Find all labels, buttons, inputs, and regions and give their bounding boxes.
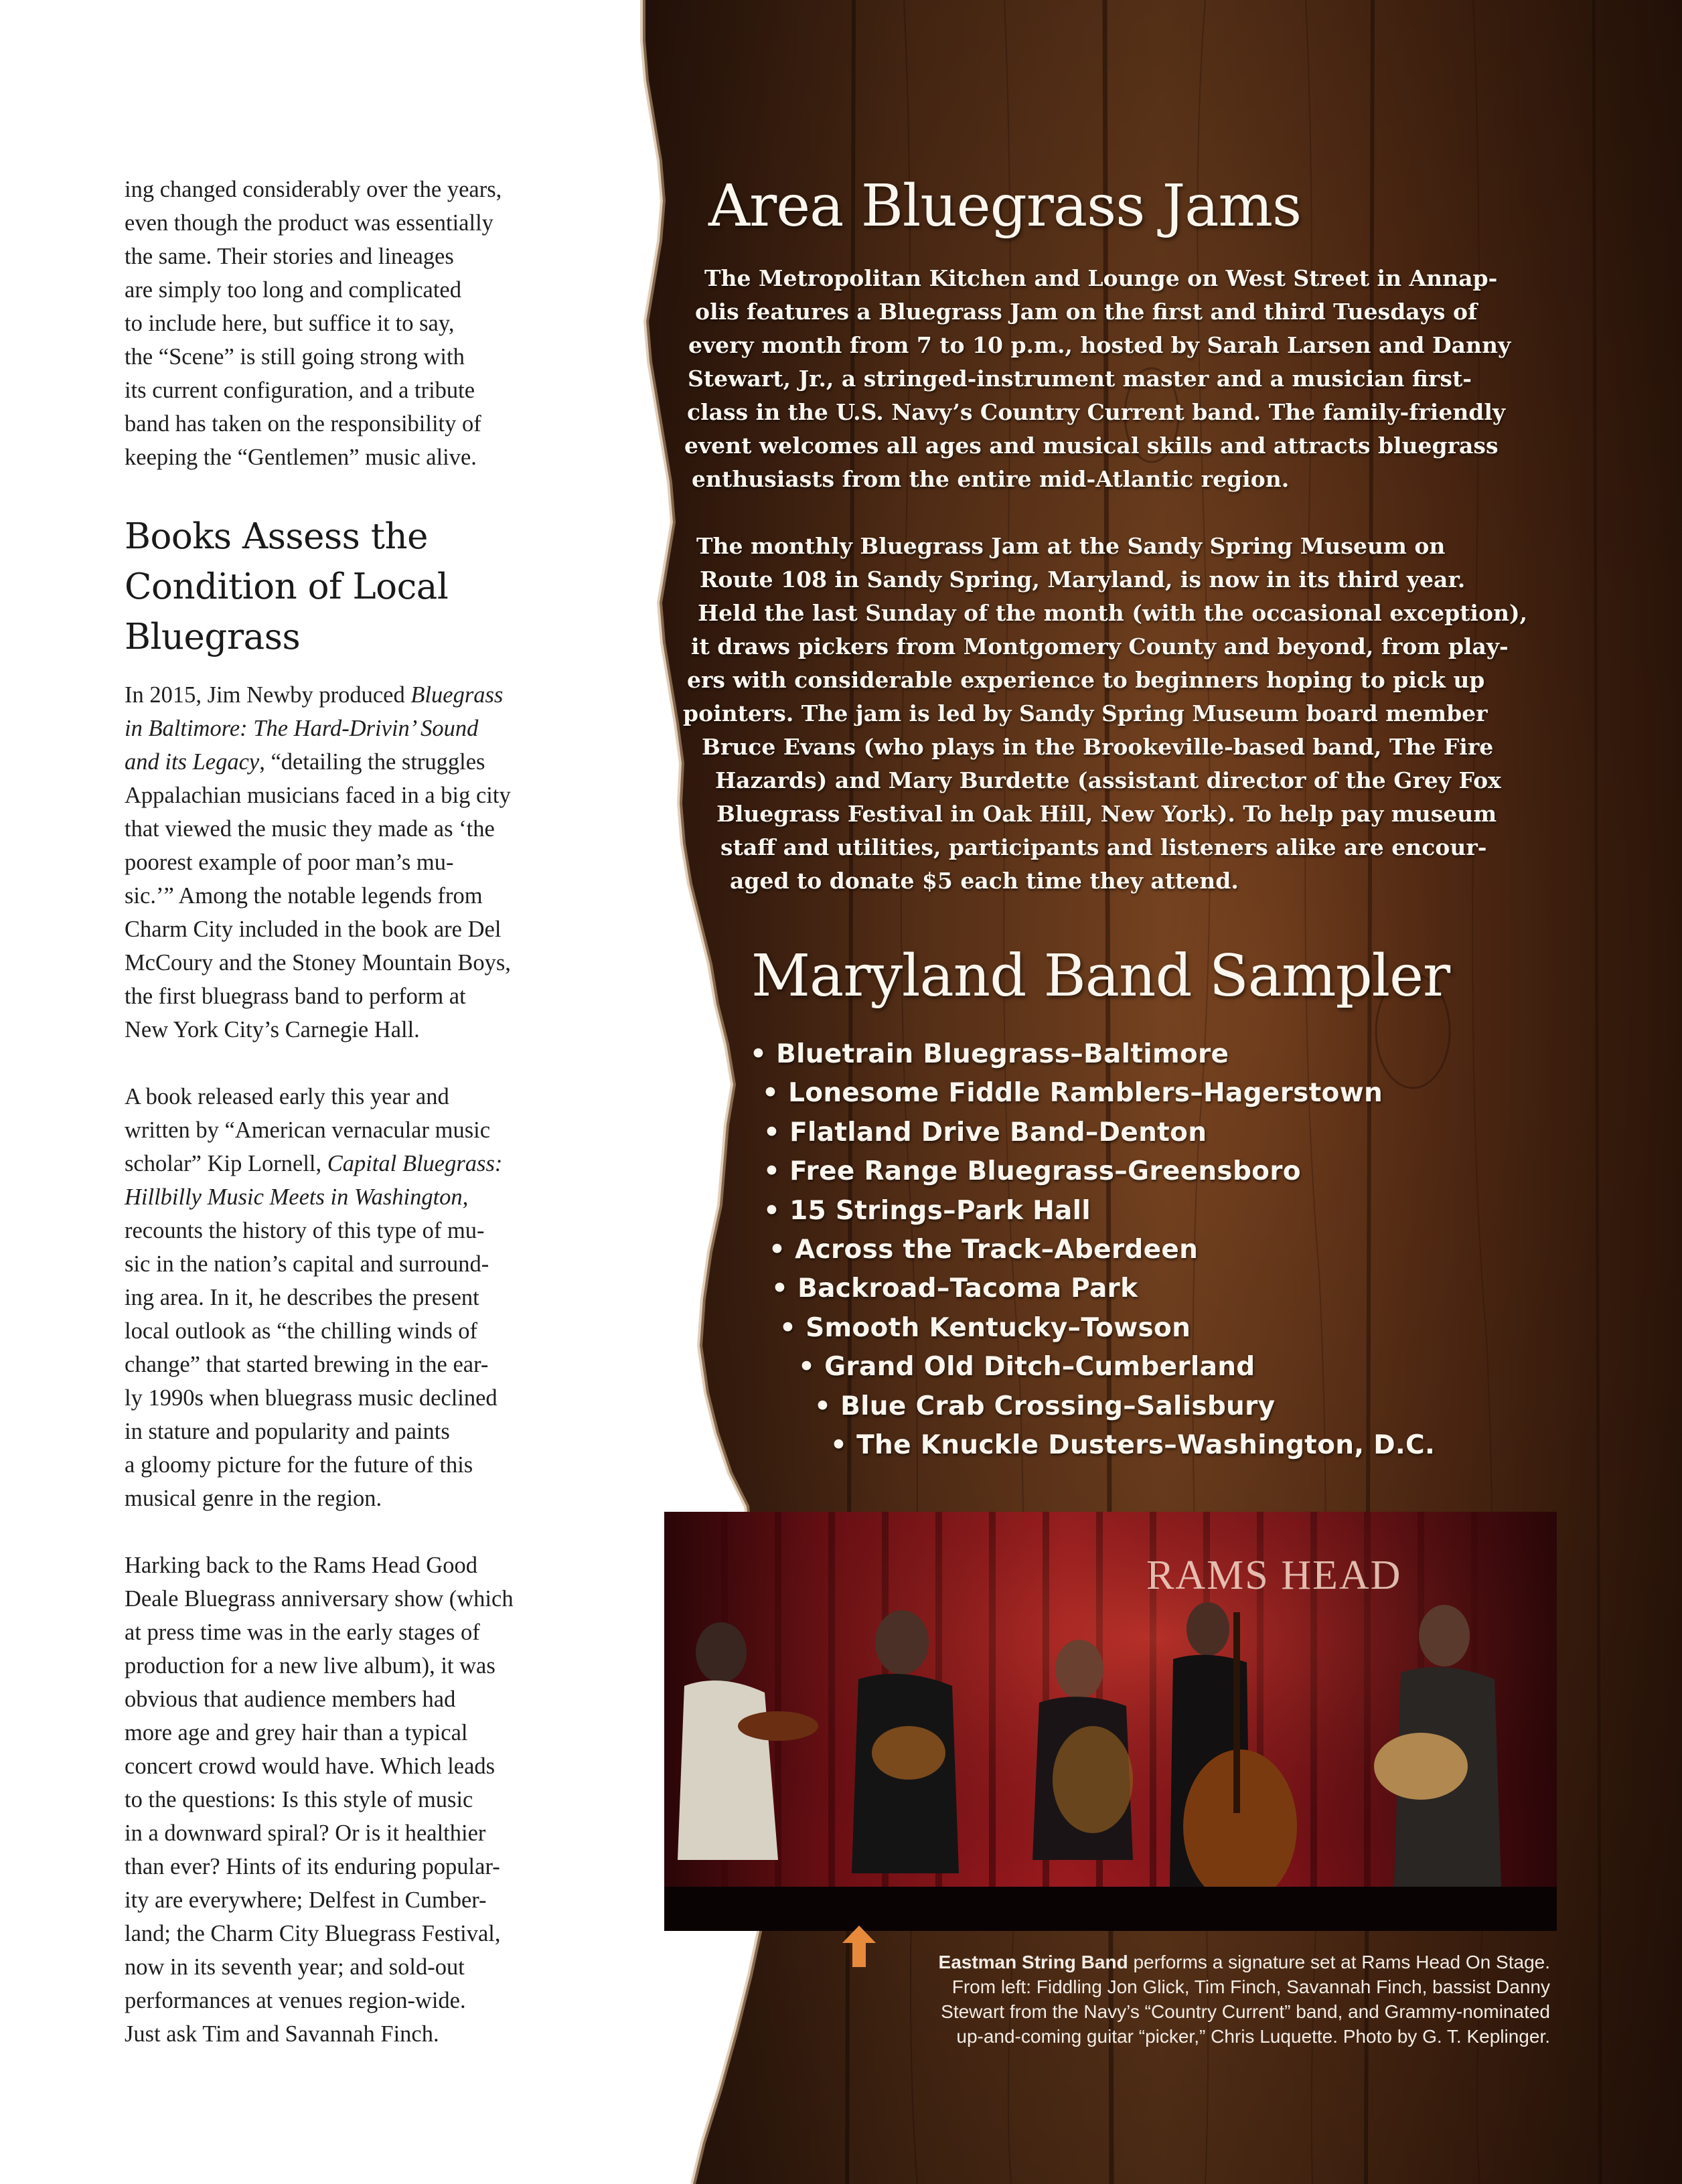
text-line: musical genre in the region. [125,1486,382,1511]
text-line: than ever? Hints of its enduring popular- [125,1854,500,1879]
newby-paragraph [125,678,580,1046]
heading-line: Bluegrass [125,617,301,657]
text-line: recounts the history of this type of mu- [125,1218,485,1243]
text-line: enthusiasts from the entire mid-Atlantic region. [692,466,1290,492]
text-line: Held the last Sunday of the month (with the occasional exception), [698,600,1528,626]
text-span: scholar” Kip Lornell, [125,1151,327,1176]
heading-line: Condition of Local [125,566,449,607]
band-item: • Across the Track–Aberdeen [769,1235,1199,1265]
text-line: the first bluegrass band to perform at [125,984,466,1009]
metropolitan-paragraph [683,262,1511,496]
text-line: olis features a Bluegrass Jam on the first and third Tuesdays of [695,299,1478,325]
text-line: Deale Bluegrass anniversary show (which [125,1586,514,1612]
text-line: poorest example of poor man’s mu- [125,850,454,875]
concert-photo [664,1512,1557,1931]
caption-line: From left: Fiddling Jon Glick, Tim Finch, Savannah Finch, bassist Danny [951,1976,1550,1997]
text-line: event welcomes all ages and musical skills and attracts bluegrass [684,433,1499,459]
band-item: • Lonesome Fiddle Ramblers–Hagerstown [762,1078,1383,1109]
text-line: ity are everywhere; Delfest in Cumber- [125,1887,487,1913]
text-line: staff and utilities, participants and listeners alike are encour- [720,834,1487,860]
text-line: in stature and popularity and paints [125,1419,450,1444]
band-item: • The Knuckle Dusters–Washington, D.C. [830,1430,1436,1461]
text-line: Bluegrass Festival in Oak Hill, New York). To help pay museum [716,801,1497,827]
left-column [125,173,580,2051]
sandy-spring-paragraph [683,530,1528,898]
text-line: more age and grey hair than a typical [125,1720,468,1745]
text-line: the “Scene” is still going strong with [125,344,465,370]
text-span: , [462,1184,469,1210]
book-title: Capital Bluegrass: [327,1151,503,1176]
text-line: Harking back to the Rams Head Good [125,1553,477,1578]
rams-head-sign: RAMS HEAD [1146,1553,1402,1598]
heading-line: Books Assess the [125,516,429,557]
text-line: production for a new live album), it was [125,1653,495,1679]
text-line: pointers. The jam is led by Sandy Spring Museum board member [683,700,1488,726]
band-list [750,1035,1436,1465]
text-line: performances at venues region-wide. [125,1988,466,2013]
rams-head-paragraph [125,1549,580,2051]
text-line: to include here, but suffice it to say, [125,311,455,336]
text-line: sic.’” Among the notable legends from [125,883,483,909]
text-line: a gloomy picture for the future of this [125,1452,473,1478]
text-line: The Metropolitan Kitchen and Lounge on West Street in Annap- [704,265,1498,291]
caption-line: up-and-coming guitar “picker,” Chris Luquette. Photo by G. T. Keplinger. [956,2026,1550,2047]
text-line: The monthly Bluegrass Jam at the Sandy Spring Museum on [696,533,1446,559]
text-line: obvious that audience members had [125,1687,456,1712]
caption-line: performs a signature set at Rams Head On Stage. [1128,1952,1550,1972]
text-line: A book released early this year and [125,1084,449,1109]
caption-line: Stewart from the Navy’s “Country Current” band, and Grammy-nominated [941,2001,1550,2022]
band-item: • 15 Strings–Park Hall [763,1195,1091,1226]
text-line: written by “American vernacular music [125,1117,491,1143]
text-span: , “detailing the struggles [259,749,485,775]
text-line: it draws pickers from Montgomery County and beyond, from play- [691,633,1509,659]
text-line: that viewed the music they made as ‘the [125,816,495,842]
text-line: Just ask Tim and Savannah Finch. [125,2021,439,2047]
intro-paragraph [125,173,580,474]
band-item: • Grand Old Ditch–Cumberland [798,1352,1255,1383]
text-line: ly 1990s when bluegrass music declined [125,1385,498,1411]
text-line: at press time was in the early stages of [125,1620,480,1645]
text-line: Bruce Evans (who plays in the Brookeville-based band, The Fire [702,734,1494,760]
text-line: Route 108 in Sandy Spring, Maryland, is now in its third year. [700,566,1466,593]
book-title: and its Legacy [125,749,260,775]
text-line: New York City’s Carnegie Hall. [125,1017,420,1042]
text-span: In 2015, Jim Newby produced [125,682,411,708]
text-line: Hazards) and Mary Burdette (assistant director of the Grey Fox [715,767,1501,793]
book-title: Hillbilly Music Meets in Washington [125,1184,463,1210]
text-line: in a downward spiral? Or is it healthier [125,1820,486,1846]
text-line: to the questions: Is this style of music [125,1787,473,1812]
text-line: land; the Charm City Bluegrass Festival, [125,1921,501,1946]
band-item: • Bluetrain Bluegrass–Baltimore [750,1039,1229,1069]
book-title: in Baltimore: The Hard-Drivin’ Sound [125,716,479,741]
stage-scene [664,1512,1557,1931]
band-item: • Blue Crab Crossing–Salisbury [814,1391,1276,1421]
jams-title: Area Bluegrass Jams [708,173,1302,240]
photo-caption [830,1950,1550,2049]
text-line: local outlook as “the chilling winds of [125,1318,477,1344]
text-line: concert crowd would have. Which leads [125,1753,495,1779]
text-line: ing area. In it, he describes the present [125,1285,479,1310]
text-line: band has taken on the responsibility of [125,411,481,437]
text-line: keeping the “Gentlemen” music alive. [125,445,477,470]
books-heading [125,512,580,662]
band-item: • Backroad–Tacoma Park [771,1273,1138,1304]
band-item: • Free Range Bluegrass–Greensboro [763,1156,1301,1187]
sampler-title: Maryland Band Sampler [751,943,1450,1010]
lornell-paragraph [125,1080,580,1515]
text-line: are simply too long and complicated [125,277,461,303]
text-line: Stewart, Jr., a stringed-instrument master and a musician first- [688,366,1472,392]
text-line: the same. Their stories and lineages [125,244,454,269]
text-line: Appalachian musicians faced in a big city [125,783,511,808]
text-line: its current configuration, and a tribute [125,378,475,403]
text-line: aged to donate $5 each time they attend. [730,868,1239,894]
text-line: class in the U.S. Navy’s Country Current band. The family-friendly [687,399,1506,425]
text-line: sic in the nation’s capital and surround- [125,1251,489,1277]
book-title: Bluegrass [410,682,504,708]
band-item: • Flatland Drive Band–Denton [763,1117,1207,1148]
text-line: ing changed considerably over the years, [125,177,502,202]
caption-band-name: Eastman String Band [938,1952,1128,1972]
text-line: change” that started brewing in the ear- [125,1352,489,1377]
text-line: even though the product was essentially [125,210,493,236]
text-line: McCoury and the Stoney Mountain Boys, [125,950,511,976]
text-line: ers with considerable experience to beginners hoping to pick up [687,667,1485,693]
band-item: • Smooth Kentucky–Towson [779,1312,1191,1343]
text-line: every month from 7 to 10 p.m., hosted by Sarah Larsen and Danny [688,332,1511,358]
text-line: Charm City included in the book are Del [125,917,502,942]
text-line: now in its seventh year; and sold-out [125,1954,465,1980]
